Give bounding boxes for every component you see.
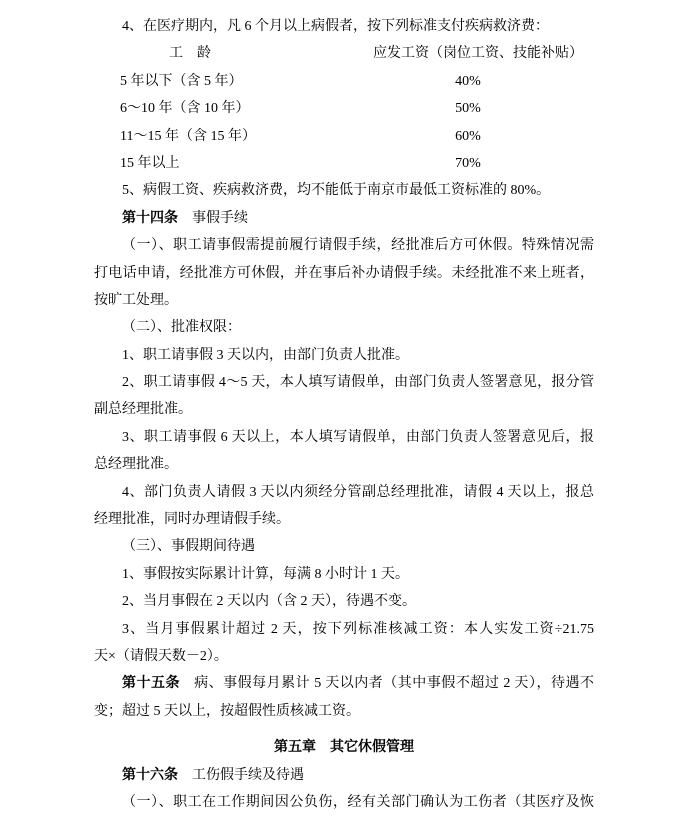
text-run: 3、当月事假累计超过 2 天，按下列标准核减工资：本人实发工资÷21.75 (122, 621, 594, 637)
paragraph-line (94, 698, 594, 725)
paragraph-line (94, 533, 594, 560)
paragraph-line (94, 506, 594, 533)
paragraph-line (94, 451, 594, 478)
paragraph-line (94, 232, 594, 259)
article-number-label: 第十四条 (122, 210, 178, 226)
text-run: （一）、职工在工作期间因公负伤，经有关部门确认为工伤者（其医疗及恢 (122, 794, 594, 810)
paragraph-line (94, 424, 594, 451)
article-number-label: 第五章 其它休假管理 (274, 740, 414, 756)
text-run: 事假手续 (192, 210, 248, 226)
service-years-cell: 5 年以下（含 5 年） (120, 73, 243, 89)
paragraph-line (94, 479, 594, 506)
paragraph-line (94, 205, 594, 232)
paragraph-line (94, 616, 594, 643)
sick-pay-table-row (94, 150, 594, 177)
paragraph-line (94, 561, 594, 588)
service-years-cell: 6～10 年（含 10 年） (120, 101, 250, 117)
paragraph-line (94, 762, 594, 789)
text-run: 经理批准，同时办理请假手续。 (94, 512, 290, 528)
wage-percentage-cell: 40% (455, 73, 481, 89)
text-run: 5、病假工资、疾病救济费，均不能低于南京市最低工资标准的 80%。 (122, 183, 551, 199)
paragraph-line (94, 287, 594, 314)
service-years-cell: 15 年以上 (120, 155, 180, 171)
paragraph-line (94, 260, 594, 287)
text-run: 打电话申请，经批准方可休假，并在事后补办请假手续。未经批准不来上班者， (94, 265, 594, 281)
paragraph-line (94, 643, 594, 670)
text-run: 按旷工处理。 (94, 292, 178, 308)
text-run: 2、当月事假在 2 天以内（含 2 天），待遇不变。 (122, 594, 416, 610)
paragraph-line (94, 314, 594, 341)
sick-pay-table-row (94, 95, 594, 122)
text-run: 总经理批准。 (94, 457, 178, 473)
wage-percentage-cell: 50% (455, 101, 481, 117)
text-run: 天×（请假天数－2）。 (94, 648, 228, 664)
column-header-payable-wage: 应发工资（岗位工资、技能补贴） (373, 46, 583, 62)
paragraph-line (94, 670, 594, 697)
text-run: 1、职工请事假 3 天以内，由部门负责人批准。 (122, 347, 409, 363)
article-number-label: 第十五条 (122, 676, 181, 692)
sick-pay-table-row (94, 123, 594, 150)
text-run: 3、职工请事假 6 天以上，本人填写请假单，由部门负责人签署意见后，报 (122, 429, 594, 445)
sick-pay-table-header-row (94, 40, 594, 67)
text-run: 4、在医疗期内，凡 6 个月以上病假者，按下列标准支付疾病救济费： (122, 19, 549, 34)
text-run: 4、部门负责人请假 3 天以内须经分管副总经理批准，请假 4 天以上，报总 (122, 484, 594, 500)
column-header-service-years: 工 龄 (169, 46, 211, 62)
article-number-label: 第十六条 (122, 767, 178, 783)
service-years-cell: 11～15 年（含 15 年） (120, 128, 256, 144)
paragraph-line (94, 13, 594, 40)
paragraph-line (94, 588, 594, 615)
text-run: （二）、批准权限： (122, 320, 241, 336)
paragraph-line (94, 177, 594, 204)
text-run: （一）、职工请事假需提前履行请假手续，经批准后方可休假。特殊情况需 (122, 238, 594, 254)
paragraph-line (94, 369, 594, 396)
text-run: 变；超过 5 天以上，按超假性质核减工资。 (94, 703, 360, 719)
chapter-heading (94, 734, 594, 761)
text-run: （三）、事假期间待遇 (122, 539, 255, 555)
paragraph-line (94, 342, 594, 369)
wage-percentage-cell: 70% (455, 155, 481, 171)
text-run: 病、事假每月累计 5 天以内者（其中事假不超过 2 天），待遇不 (194, 676, 594, 692)
text-run: 2、职工请事假 4～5 天，本人填写请假单，由部门负责人签署意见，报分管 (122, 375, 594, 391)
text-run: 工伤假手续及待遇 (192, 767, 304, 783)
paragraph-line (94, 396, 594, 423)
text-run: 1、事假按实际累计计算，每满 8 小时计 1 天。 (122, 566, 409, 582)
wage-percentage-cell: 60% (455, 128, 481, 144)
paragraph-line (94, 789, 594, 816)
sick-pay-table-row (94, 68, 594, 95)
text-run: 副总经理批准。 (94, 402, 192, 418)
